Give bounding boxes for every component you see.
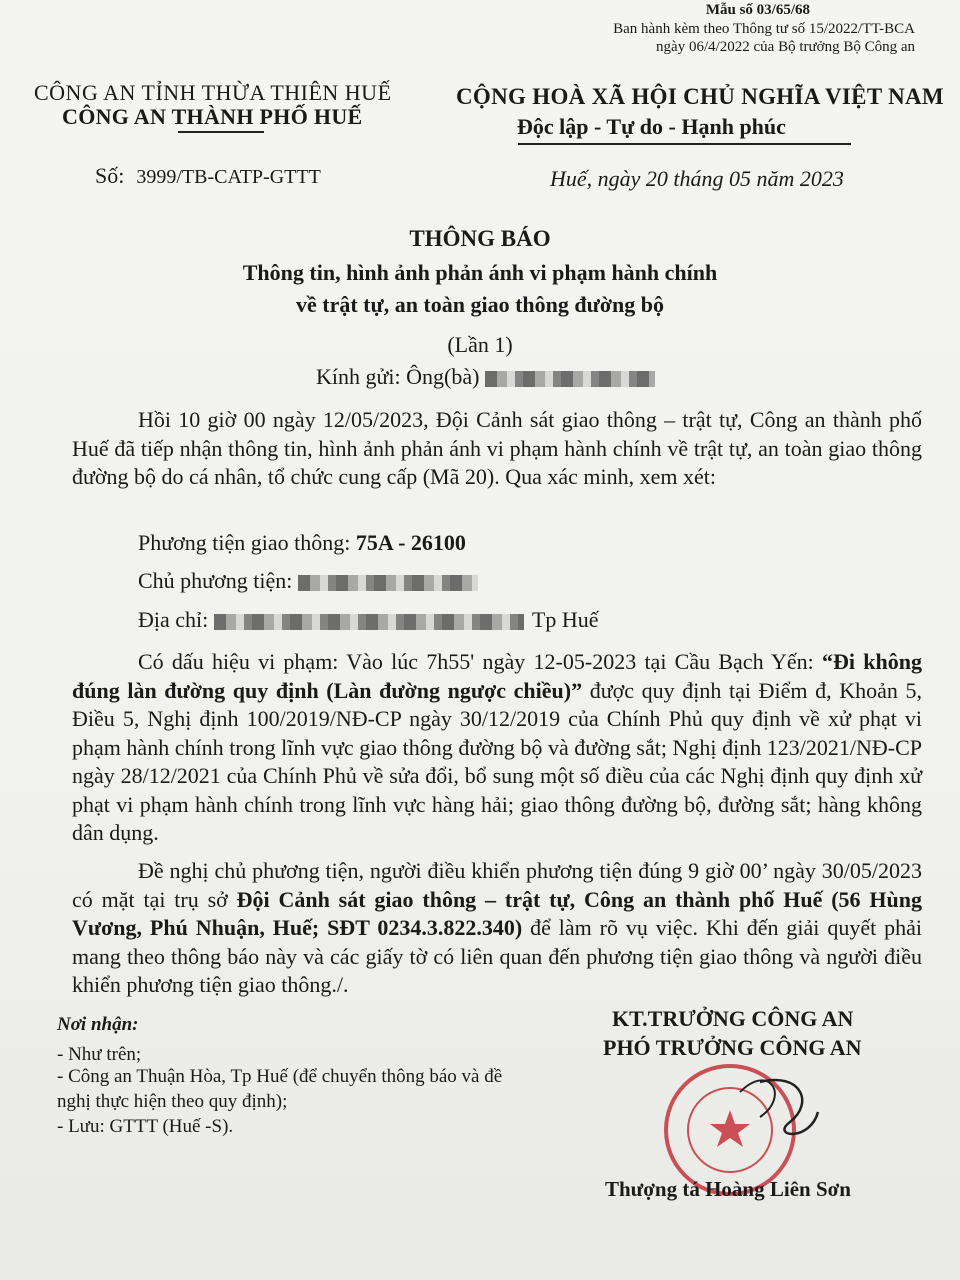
vehicle-line [138, 530, 466, 556]
violation-paragraph [72, 648, 922, 848]
number-label: Số: [95, 163, 125, 188]
address-label: Địa chỉ: [138, 607, 209, 632]
national-motto: Độc lập - Tự do - Hạnh phúc [517, 114, 786, 139]
redacted-name [485, 371, 655, 387]
signer-name: Thượng tá Hoàng Liên Sơn [605, 1177, 851, 1201]
recipient-item: - Như trên; [57, 1044, 142, 1065]
issuing-agency: CÔNG AN THÀNH PHỐ HUẾ [62, 104, 363, 129]
request-location: Đội Cảnh sát giao thông – trật tự, Công an thành phố Huế (56 Hùng Vương, Phú Nhuận, Huế; SĐT 0234.3.822.340) [72, 886, 922, 940]
document-subtitle-2: về trật tự, an toàn giao thông đường bộ [295, 292, 664, 317]
intro-paragraph: Hồi 10 giờ 00 ngày 12/05/2023, Đội Cảnh sát giao thông – trật tự, Công an thành phố Huế đã tiếp nhận thông tin, hình ảnh phản ánh vi phạm hành chính về trật tự, an toàn giao thông đường bộ do cá nhân, tổ chức cung cấp (Mã 20). Qua xác minh, xem xét: [72, 407, 922, 489]
motto-underline [518, 143, 851, 145]
redacted-owner [298, 575, 478, 591]
signature-title-1: KT.TRƯỞNG CÔNG AN [612, 1006, 854, 1031]
number-value: 3999/TB-CATP-GTTT [136, 166, 321, 188]
address-city: Tp Huế [531, 607, 599, 632]
vehicle-plate: 75A - 26100 [355, 530, 466, 555]
agency-underline [178, 131, 264, 133]
redacted-address [214, 614, 524, 630]
recipient-item: - Công an Thuận Hòa, Tp Huế (để chuyển thông báo và đề nghị thực hiện theo quy định); [57, 1066, 503, 1112]
parent-agency: CÔNG AN TỈNH THỪA THIÊN HUẾ [34, 80, 392, 105]
addressee-line [316, 364, 658, 390]
violation-intro: Có dấu hiệu vi phạm: Vào lúc 7h55' ngày 12-05-2023 tại Cầu Bạch Yến: [138, 649, 823, 674]
request-intro: Đề nghị chủ phương tiện, người điều khiển phương tiện đúng 9 giờ 00’ ngày 30/05/2023 có mặt tại trụ sở [72, 858, 922, 912]
recipient-item: - Lưu: GTTT (Huế -S). [57, 1116, 234, 1137]
request-paragraph [72, 857, 922, 1000]
document-title: THÔNG BÁO [409, 226, 551, 251]
violation-description: “Đi không đúng làn đường quy định (Làn đường ngược chiều)” [72, 649, 922, 703]
place-date: Huế, ngày 20 tháng 05 năm 2023 [550, 166, 844, 191]
national-title: CỘNG HOÀ XÃ HỘI CHỦ NGHĨA VIỆT NAM [456, 84, 944, 109]
notice-count: (Lần 1) [447, 332, 513, 357]
request-instructions: để làm rõ vụ việc. Khi đến giải quyết phải mang theo thông báo này và các giấy tờ có liên quan đến phương tiện giao thông và người điều khiển phương tiện giao thông./. [72, 915, 922, 997]
form-note-line-2: ngày 06/4/2022 của Bộ trưởng Bộ Công an [656, 39, 915, 55]
addressee-label: Kính gửi: Ông(bà) [316, 364, 480, 389]
document-number [95, 163, 321, 189]
signature-title-2: PHÓ TRƯỞNG CÔNG AN [603, 1035, 862, 1060]
form-note-line-1: Ban hành kèm theo Thông tư số 15/2022/TT-BCA [613, 21, 915, 37]
owner-label: Chủ phương tiện: [138, 568, 293, 593]
recipients-heading: Nơi nhận: [57, 1014, 139, 1035]
owner-line [138, 568, 481, 594]
violation-legal-basis: được quy định tại Điểm đ, Khoản 5, Điều 5, Nghị định 100/2019/NĐ-CP ngày 30/12/2019 của Chính Phủ quy định về xử phạt vi phạm hành chính trong lĩnh vực giao thông đường bộ và đường sắt; Nghị định 123/2021/NĐ-CP ngày 28/12/2021 của Chính Phủ về sửa đổi, bổ sung một số điều của các Nghị định quy định xử phạt vi phạm hành chính trong lĩnh vực hàng hải; giao thông đường bộ, đường sắt; hàng không dân dụng. [72, 677, 922, 845]
document-subtitle-1: Thông tin, hình ảnh phản ánh vi phạm hành chính [242, 260, 718, 285]
address-line [138, 607, 598, 633]
vehicle-label: Phương tiện giao thông: [138, 530, 351, 555]
form-number: Mẫu số 03/65/68 [705, 2, 810, 18]
